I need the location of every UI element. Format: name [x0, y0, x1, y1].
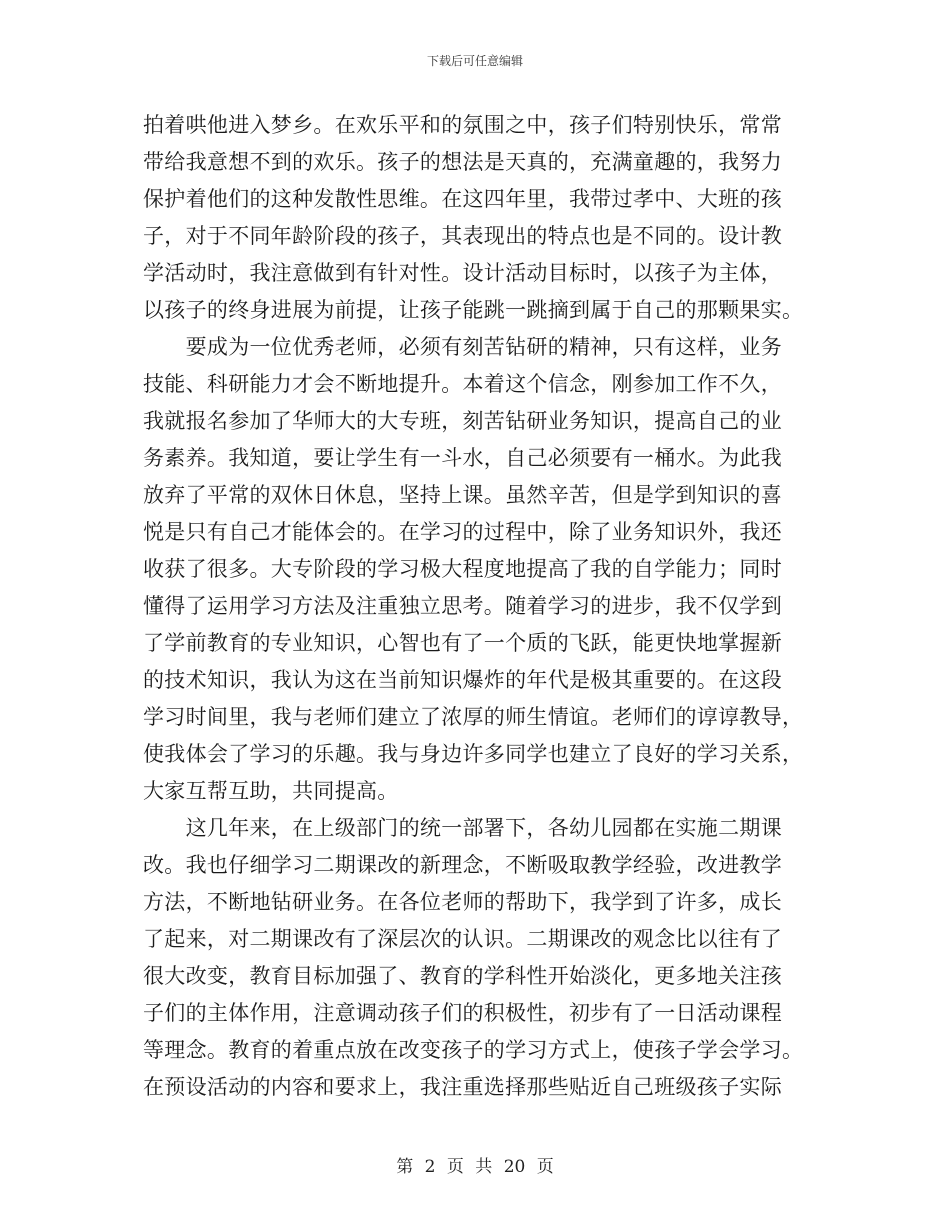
text-line: 我就报名参加了华师大的大专班，刻苦钻研业务知识，提高自己的业 — [143, 409, 782, 433]
text-line: 拍着哄他进入梦乡。在欢乐平和的氛围之中，孩子们特别快乐，常常 — [143, 113, 782, 137]
text-line: 要成为一位优秀老师，必须有刻苦钻研的精神，只有这样，业务 — [143, 335, 782, 359]
text-line: 带给我意想不到的欢乐。孩子的想法是天真的，充满童趣的，我努力 — [143, 150, 782, 174]
text-line: 很大改变，教育目标加强了、教育的学科性开始淡化，更多地关注孩 — [143, 964, 782, 988]
text-line: 等理念。教育的着重点放在改变孩子的学习方式上，使孩子学会学习。 — [143, 1038, 804, 1062]
text-line: 务素养。我知道，要让学生有一斗水，自己必须要有一桶水。为此我 — [143, 446, 782, 470]
text-line: 学活动时，我注意做到有针对性。设计活动目标时，以孩子为主体， — [143, 261, 782, 285]
text-line: 子们的主体作用，注意调动孩子们的积极性，初步有了一日活动课程 — [143, 1001, 782, 1025]
text-line: 学习时间里，我与老师们建立了浓厚的师生情谊。老师们的谆谆教导， — [143, 705, 804, 729]
document-body — [143, 107, 808, 1106]
paragraph — [143, 107, 808, 329]
paragraph — [143, 329, 808, 810]
text-line: 方法，不断地钻研业务。在各位老师的帮助下，我学到了许多，成长 — [143, 890, 782, 914]
text-line: 以孩子的终身进展为前提，让孩子能跳一跳摘到属于自己的那颗果实。 — [143, 298, 804, 322]
text-line: 子，对于不同年龄阶段的孩子，其表现出的特点也是不同的。设计教 — [143, 224, 782, 248]
text-line: 的技术知识，我认为这在当前知识爆炸的年代是极其重要的。在这段 — [143, 668, 782, 692]
text-line: 放弃了平常的双休日休息，坚持上课。虽然辛苦，但是学到知识的喜 — [143, 483, 782, 507]
text-line: 了学前教育的专业知识，心智也有了一个质的飞跃，能更快地掌握新 — [143, 631, 782, 655]
text-line: 悦是只有自己才能体会的。在学习的过程中，除了业务知识外，我还 — [143, 520, 782, 544]
text-line: 收获了很多。大专阶段的学习极大程度地提高了我的自学能力；同时 — [143, 557, 782, 581]
text-line: 懂得了运用学习方法及注重独立思考。随着学习的进步，我不仅学到 — [143, 594, 782, 618]
text-line: 大家互帮互助，共同提高。 — [143, 779, 399, 803]
page-footer: 第 2 页 共 20 页 — [396, 1157, 554, 1177]
text-line: 技能、科研能力才会不断地提升。本着这个信念，刚参加工作不久， — [143, 372, 782, 396]
text-line: 保护着他们的这种发散性思维。在这四年里，我带过孝中、大班的孩 — [143, 187, 782, 211]
page-header: 下载后可任意编辑 — [426, 54, 523, 68]
text-line: 了起来，对二期课改有了深层次的认识。二期课改的观念比以往有了 — [143, 927, 782, 951]
text-line: 使我体会了学习的乐趣。我与身边许多同学也建立了良好的学习关系， — [143, 742, 804, 766]
text-line: 在预设活动的内容和要求上，我注重选择那些贴近自己班级孩子实际 — [143, 1075, 782, 1099]
text-line: 改。我也仔细学习二期课改的新理念，不断吸取教学经验，改进教学 — [143, 853, 782, 877]
text-line: 这几年来，在上级部门的统一部署下，各幼儿园都在实施二期课 — [143, 816, 782, 840]
paragraph — [143, 810, 808, 1106]
